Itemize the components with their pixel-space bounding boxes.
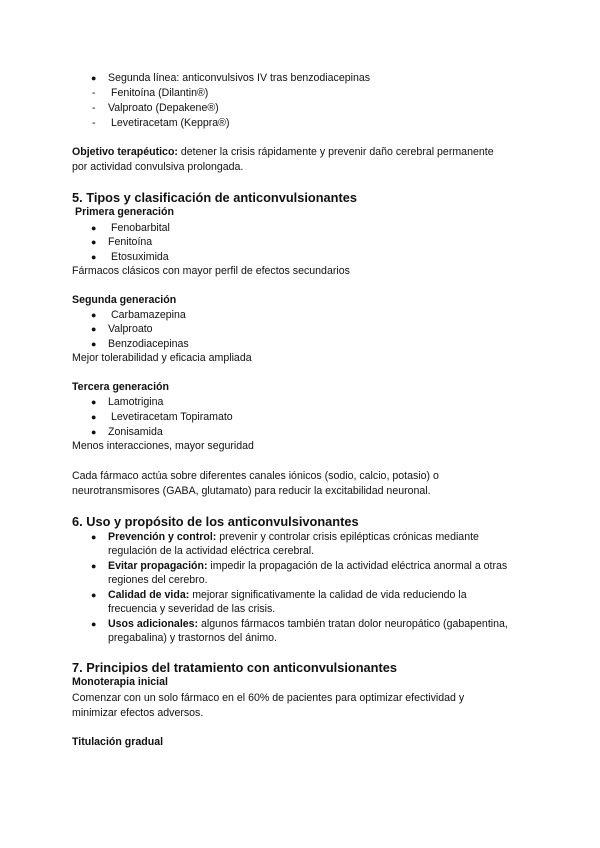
list-item: Levetiracetam Topiramato bbox=[111, 411, 233, 423]
list-item-line2: frecuencia y severidad de las crisis. bbox=[108, 603, 276, 615]
objective-paragraph: Objetivo terapéutico: detener la crisis rápidamente y prevenir daño cerebral permanente bbox=[72, 146, 494, 158]
bullet-icon: ● bbox=[91, 73, 97, 83]
list-item: Levetiracetam (Keppra®) bbox=[111, 117, 230, 129]
gen3-note: Menos interacciones, mayor seguridad bbox=[72, 440, 254, 452]
section-5-title: 5. Tipos y clasificación de anticonvulsionantes bbox=[72, 190, 357, 205]
bullet-icon: ● bbox=[91, 619, 97, 629]
section5-paragraph-line2: neurotransmisores (GABA, glutamato) para reducir la excitabilidad neuronal. bbox=[72, 485, 431, 497]
bullet-icon: ● bbox=[91, 397, 97, 407]
list-item: Fenitoína (Dilantin®) bbox=[111, 87, 209, 99]
bullet-icon: ● bbox=[91, 237, 97, 247]
dash-icon: - bbox=[92, 117, 96, 129]
list-item: Fenitoína bbox=[108, 236, 153, 248]
list-item: Calidad de vida: mejorar significativamente la calidad de vida reduciendo la bbox=[108, 589, 467, 601]
list-item: Fenobarbital bbox=[111, 222, 170, 234]
gen2-note: Mejor tolerabilidad y eficacia ampliada bbox=[72, 352, 252, 364]
section5-paragraph: Cada fármaco actúa sobre diferentes canales iónicos (sodio, calcio, potasio) o bbox=[72, 470, 439, 482]
gen1-note: Fármacos clásicos con mayor perfil de efectos secundarios bbox=[72, 265, 350, 277]
section-6-title: 6. Uso y propósito de los anticonvulsivonantes bbox=[72, 514, 359, 529]
bullet-icon: ● bbox=[91, 339, 97, 349]
list-item: Etosuximida bbox=[111, 251, 169, 263]
dash-icon: - bbox=[92, 102, 96, 114]
monotherapy-paragraph-line2: minimizar efectos adversos. bbox=[72, 707, 204, 719]
gen1-heading: Primera generación bbox=[75, 206, 174, 218]
bullet-icon: ● bbox=[91, 427, 97, 437]
list-item: Lamotrigina bbox=[108, 396, 164, 408]
gen2-heading: Segunda generación bbox=[72, 294, 177, 306]
gen3-heading: Tercera generación bbox=[72, 381, 169, 393]
list-item-line2: regiones del cerebro. bbox=[108, 574, 208, 586]
bullet-icon: ● bbox=[91, 324, 97, 334]
list-item: Zonisamida bbox=[108, 426, 163, 438]
bullet-icon: ● bbox=[91, 532, 97, 542]
bullet-icon: ● bbox=[91, 561, 97, 571]
section-7-title: 7. Principios del tratamiento con anticonvulsionantes bbox=[72, 660, 397, 675]
bullet-icon: ● bbox=[91, 252, 97, 262]
objective-paragraph-line2: por actividad convulsiva prolongada. bbox=[72, 161, 244, 173]
list-item: Segunda línea: anticonvulsivos IV tras benzodiacepinas bbox=[108, 72, 371, 84]
bullet-icon: ● bbox=[91, 590, 97, 600]
bullet-icon: ● bbox=[91, 223, 97, 233]
list-item: Valproato bbox=[108, 323, 153, 335]
objective-label: Objetivo terapéutico: bbox=[72, 146, 178, 158]
monotherapy-heading: Monoterapia inicial bbox=[72, 676, 168, 688]
titration-heading: Titulación gradual bbox=[72, 736, 164, 748]
list-item: Benzodiacepinas bbox=[108, 338, 189, 350]
bullet-icon: ● bbox=[91, 310, 97, 320]
list-item: Valproato (Depakene®) bbox=[108, 102, 219, 114]
list-item: Usos adicionales: algunos fármacos también tratan dolor neuropático (gabapentina, bbox=[108, 618, 508, 630]
list-item-line2: pregabalina) y trastornos del ánimo. bbox=[108, 632, 278, 644]
dash-icon: - bbox=[92, 87, 96, 99]
list-item-line2: regulación de la actividad eléctrica cerebral. bbox=[108, 545, 315, 557]
bullet-icon: ● bbox=[91, 412, 97, 422]
list-item: Prevención y control: prevenir y controlar crisis epilépticas crónicas mediante bbox=[108, 531, 479, 543]
list-item: Evitar propagación: impedir la propagación de la actividad eléctrica anormal a otras bbox=[108, 560, 508, 572]
monotherapy-paragraph: Comenzar con un solo fármaco en el 60% de pacientes para optimizar efectividad y bbox=[72, 692, 465, 704]
list-item: Carbamazepina bbox=[111, 309, 186, 321]
